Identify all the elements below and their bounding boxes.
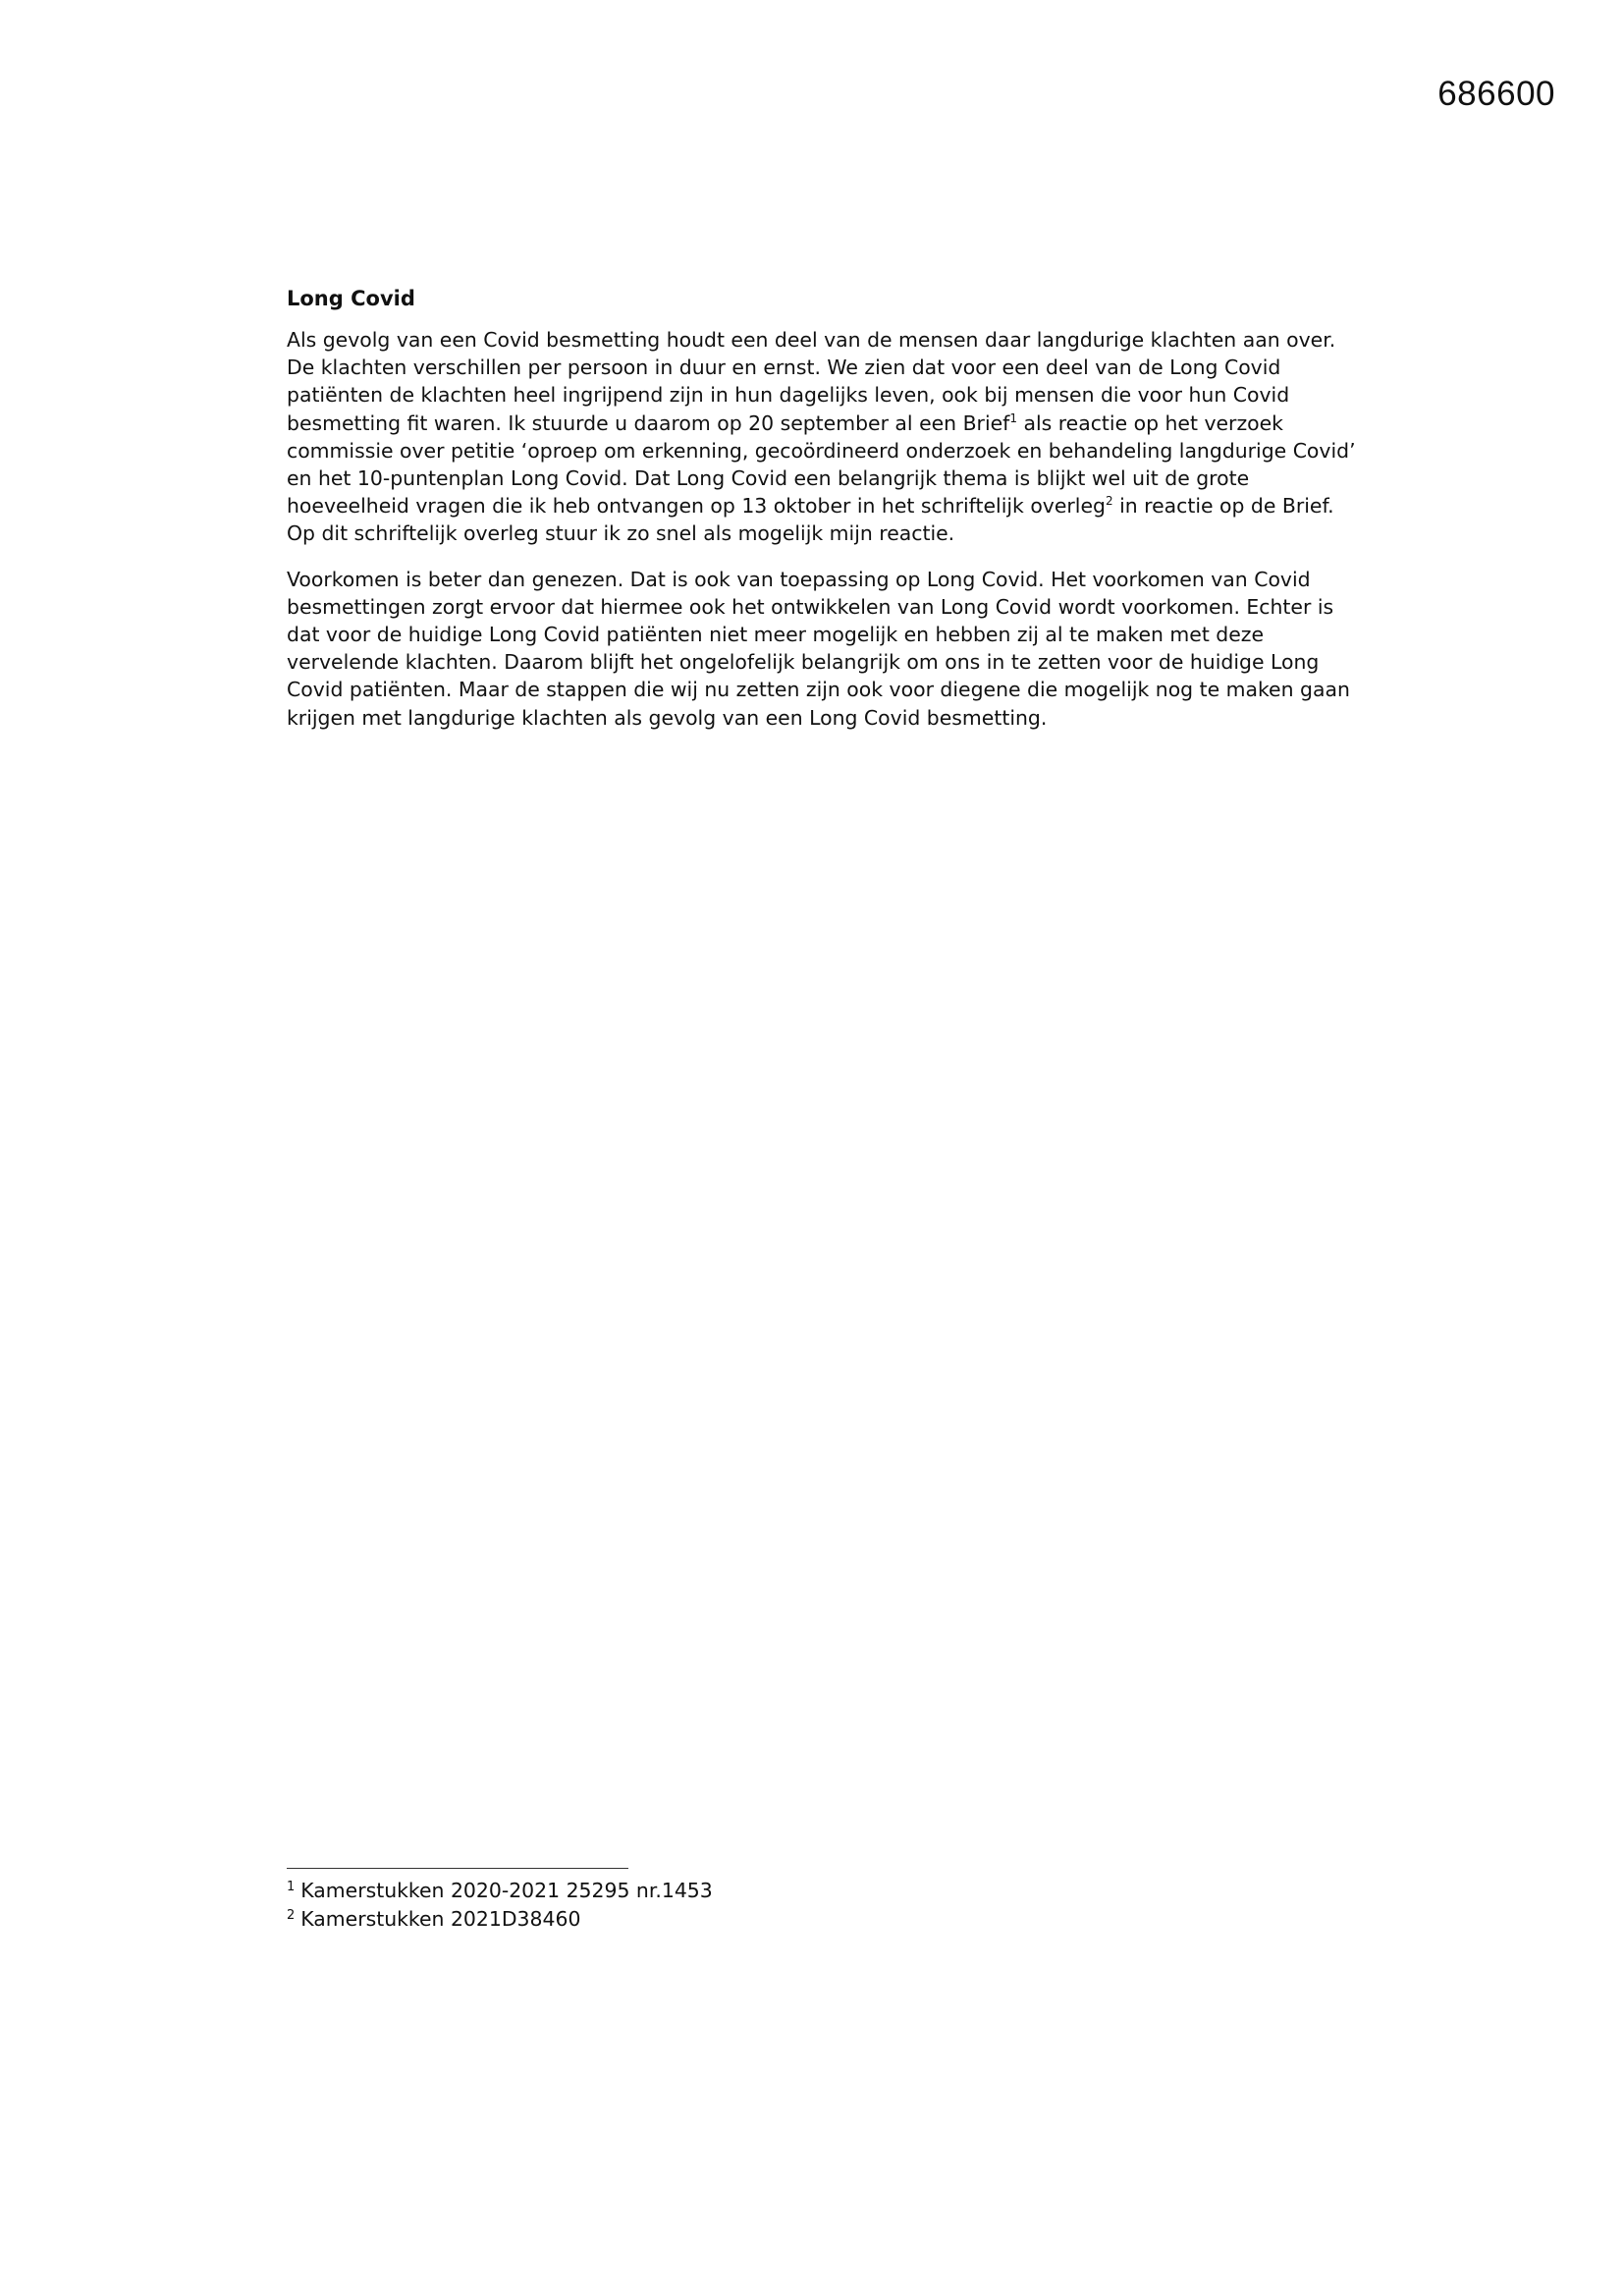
main-content [287, 285, 1357, 749]
footnote-ref-2: 2 [1105, 494, 1113, 509]
paragraph-1 [287, 326, 1357, 548]
paragraph-1-text-b: als reactie op het verzoek commissie over petitie ‘oproep om erkenning, gecoördineerd onderzoek en behandeling langdurige Covid’ en het 10-puntenplan Long Covid. Dat Long Covid een belangrijk thema is blijkt wel uit de grote hoeveelheid vragen die ik heb ontvangen op 13 oktober in het schriftelijk overleg [287, 410, 1356, 519]
paragraph-2: Voorkomen is beter dan genezen. Dat is ook van toepassing op Long Covid. Het voorkomen van Covid besmettingen zorgt ervoor dat hiermee ook het ontwikkelen van Long Covid wordt voorkomen. Echter is dat voor de huidige Long Covid patiënten niet meer mogelijk en hebben zij al te maken met deze vervelende klachten. Daarom blijft het ongelofelijk belangrijk om ons in te zetten voor de huidige Long Covid patiënten. Maar de stappen die wij nu zetten zijn ook voor diegene die mogelijk nog te maken gaan krijgen met langdurige klachten als gevolg van een Long Covid besmetting. [287, 567, 1350, 730]
footnote-2-mark: 2 [287, 1907, 296, 1923]
footnote-1-text: Kamerstukken 2020-2021 25295 nr.1453 [300, 1879, 713, 1902]
footnote-2-text: Kamerstukken 2021D38460 [300, 1906, 581, 1931]
footnotes [287, 1868, 974, 1933]
footnote-divider [287, 1868, 628, 1869]
document-number: 686600 [1437, 75, 1555, 113]
paragraph-1-text-a: Als gevolg van een Covid besmetting houdt een deel van de mensen daar langdurige klachten aan over. De klachten verschillen per persoon in duur en ernst. We zien dat voor een deel van de Long Covid patiënten de klachten heel ingrijpend zijn in hun dagelijks leven, ook bij mensen die voor hun Covid besmetting fit waren. Ik stuurde u daarom op 20 september al een Brief [287, 328, 1336, 435]
footnote-ref-1: 1 [1009, 410, 1017, 425]
footnote-1-mark: 1 [287, 1880, 296, 1894]
footnote-2 [287, 1905, 974, 1934]
section-title: Long Covid [287, 287, 415, 310]
paragraph-1-text-c: in reactie op de Brief. Op dit schriftelijk overleg stuur ik zo snel als mogelijk mijn reactie. [287, 494, 1334, 546]
footnote-1 [287, 1877, 974, 1905]
